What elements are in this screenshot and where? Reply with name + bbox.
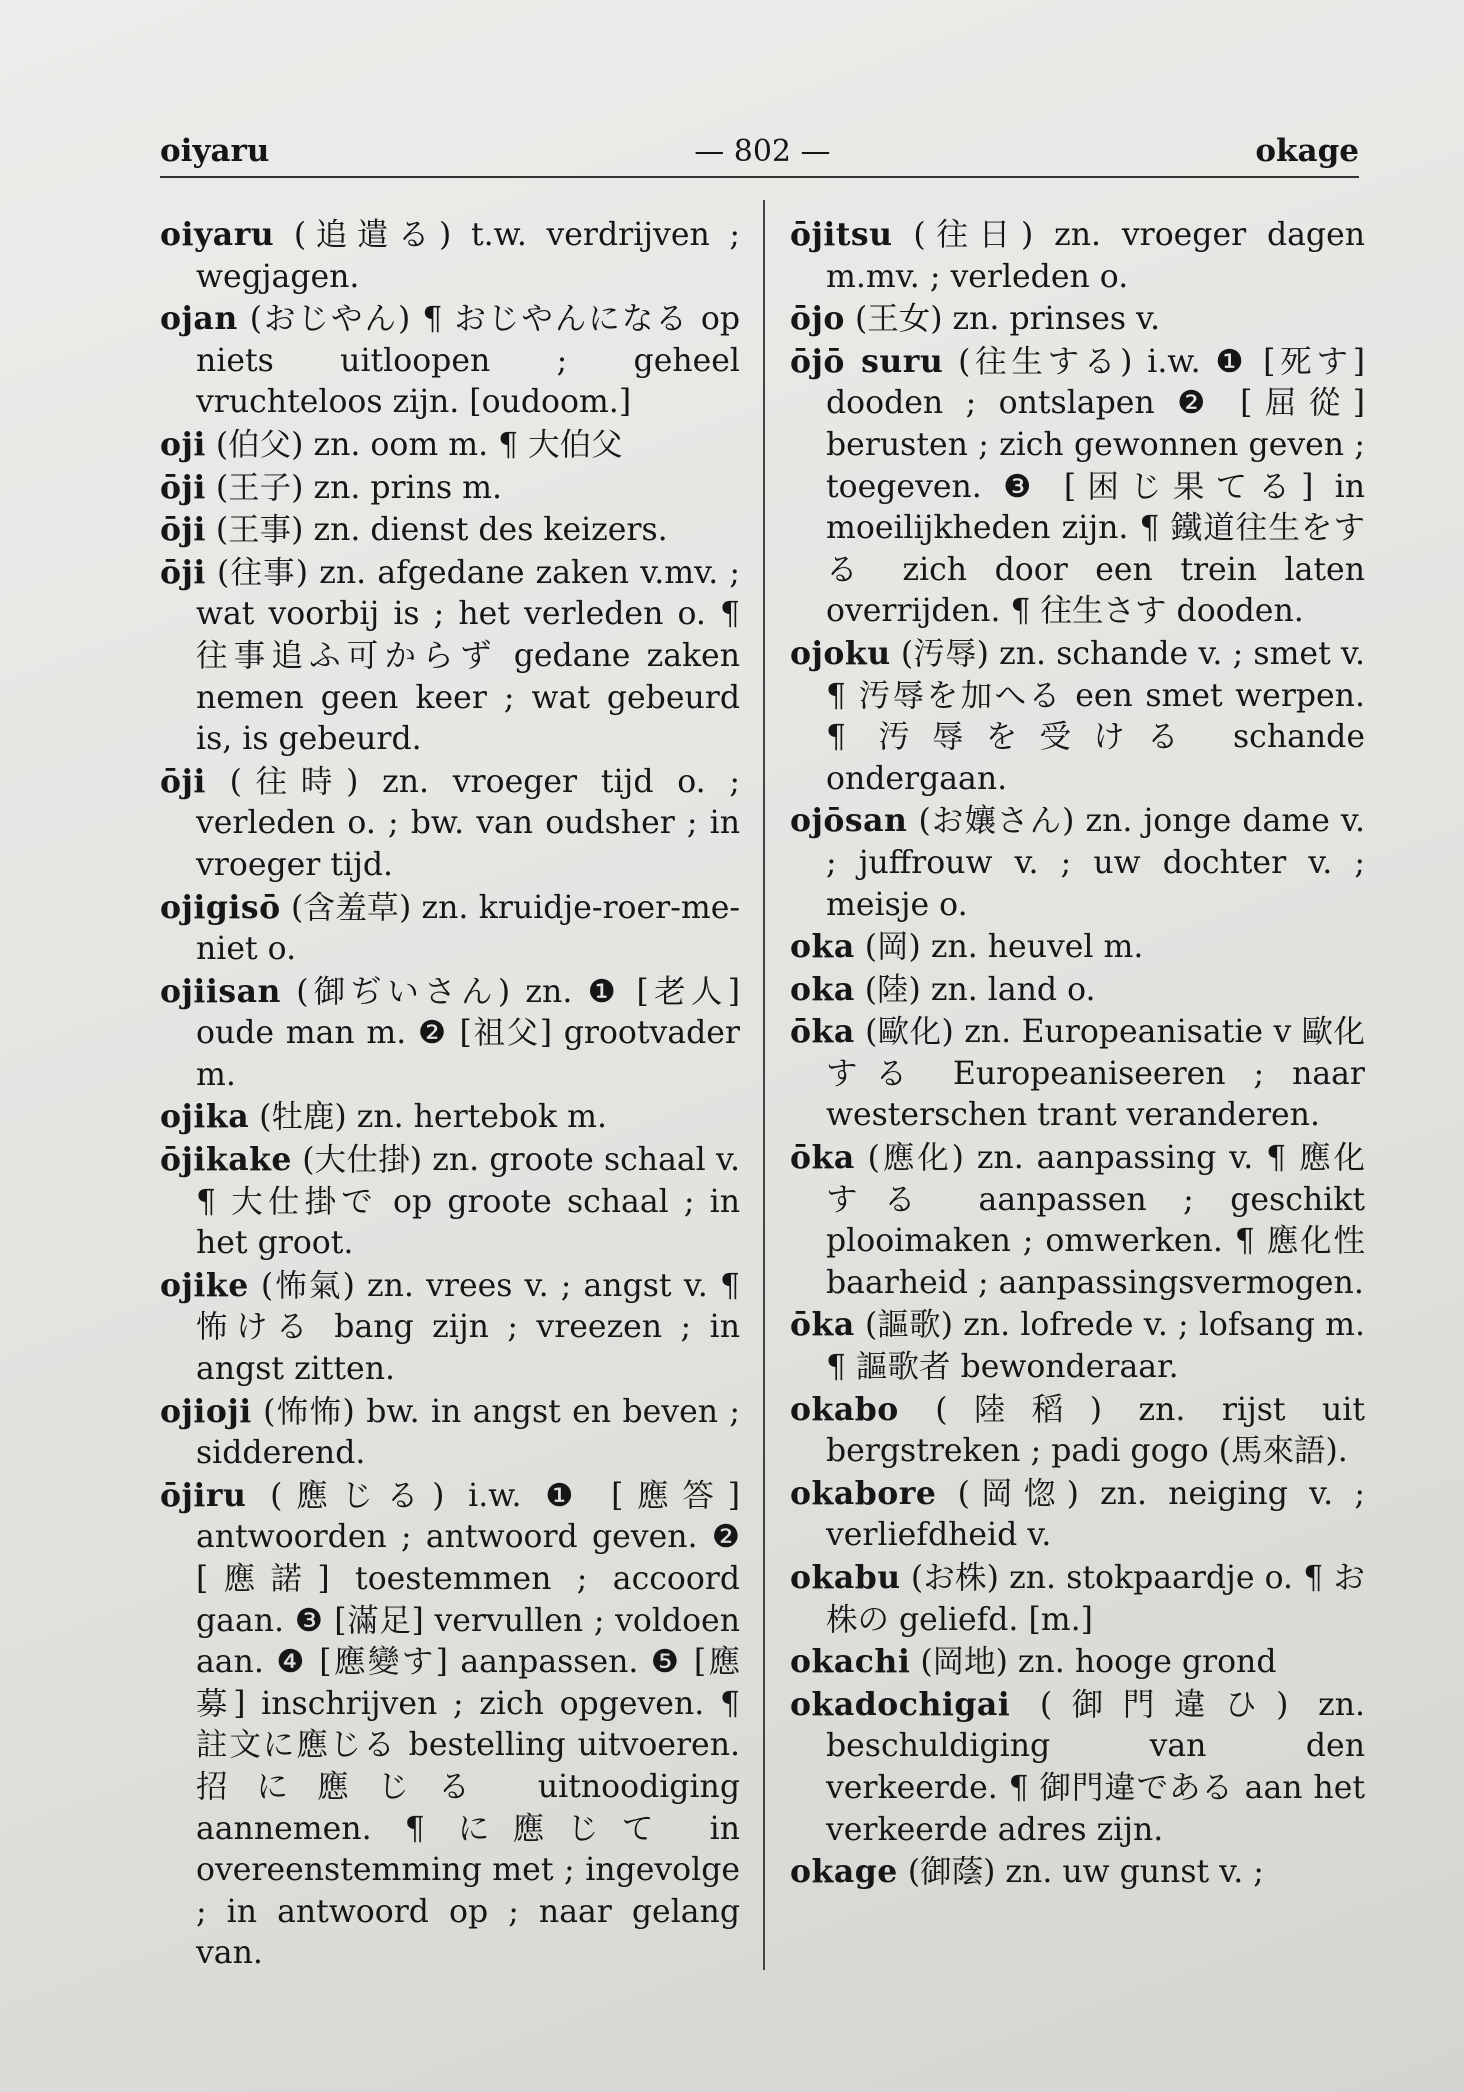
entry-definition: (王事) zn. dienst des keizers. bbox=[215, 512, 668, 549]
header-left-headword: oiyaru bbox=[160, 133, 270, 169]
entry-definition: (歐化) zn. Europeanisatie v 歐化する Europeaniseeren ; naar westerschen trant veranderen. bbox=[826, 1014, 1365, 1134]
entry-headword: oiyaru bbox=[160, 216, 275, 253]
entry-definition: (怖氣) zn. vrees v. ; angst v. ¶ 怖ける bang zijn ; vreezen ; in angst zitten. bbox=[196, 1267, 740, 1388]
dictionary-entry bbox=[160, 1139, 740, 1265]
entry-headword: okabore bbox=[790, 1474, 937, 1512]
entry-definition: (陸) zn. land o. bbox=[864, 971, 1096, 1008]
entry-definition: (陸稻) zn. rijst uit bergstreken ; padi gogo (馬來語). bbox=[826, 1391, 1365, 1470]
entry-headword: okachi bbox=[790, 1643, 911, 1681]
entry-definition: (お孃さん) zn. jonge dame v. ; juffrouw v. ; uw dochter v. ; meisje o. bbox=[826, 803, 1365, 923]
entry-headword: okabo bbox=[790, 1390, 899, 1428]
dictionary-entry bbox=[160, 1475, 740, 1975]
entry-headword: ōji bbox=[160, 553, 206, 591]
dictionary-entry bbox=[160, 467, 740, 510]
entry-definition: (岡惚) zn. neiging v. ; verliefdheid v. bbox=[826, 1475, 1366, 1554]
dictionary-entry bbox=[160, 1096, 740, 1139]
dictionary-entry bbox=[160, 509, 740, 552]
entry-definition: (往日) zn. vroeger dagen m.mv. ; verleden o. bbox=[826, 217, 1366, 295]
dictionary-entry bbox=[160, 1391, 740, 1475]
entry-headword: ōjo bbox=[790, 300, 845, 338]
dictionary-entry bbox=[790, 1389, 1365, 1473]
dictionary-entry bbox=[790, 1304, 1365, 1388]
dictionary-entry bbox=[790, 1473, 1365, 1557]
header-right-headword: okage bbox=[1255, 133, 1359, 169]
entry-headword: oka bbox=[790, 970, 855, 1008]
entry-headword: ojan bbox=[160, 300, 238, 338]
entry-definition: (伯父) zn. oom m. ¶ 大伯父 bbox=[215, 426, 623, 463]
dictionary-entry bbox=[790, 214, 1365, 298]
entry-definition: (往時) zn. vroeger tijd o. ; verleden o. ; bw. van oudsher ; in vroeger tijd. bbox=[196, 763, 740, 883]
entry-headword: okage bbox=[790, 1853, 898, 1891]
left-column bbox=[160, 214, 740, 1975]
entry-definition: (王子) zn. prins m. bbox=[215, 469, 503, 506]
entry-definition: (汚辱) zn. schande v. ; smet v. ¶ 汚辱を加へる een smet werpen. ¶ 汚辱を受ける schande ondergaan. bbox=[826, 635, 1365, 797]
entry-definition: (御門違ひ) zn. beschuldiging van den verkeerde. ¶ 御門違である aan het verkeerde adres zijn. bbox=[826, 1686, 1365, 1848]
right-column bbox=[790, 214, 1365, 1894]
dictionary-entry bbox=[160, 214, 740, 298]
entry-definition: (應化) zn. aanpassing v. ¶ 應化する aanpassen ; geschikt plooimaken ; omwerken. ¶ 應化性 baarheid ; aanpassingsvermogen. bbox=[826, 1140, 1365, 1301]
entry-definition: (往事) zn. afgedane zaken v.mv. ; wat voorbij is ; het verleden o. ¶ 往事追ふ可からず gedane zaken nemen geen keer ; wat gebeurd is, is gebeurd. bbox=[196, 554, 740, 758]
entry-headword: ōji bbox=[160, 762, 206, 800]
entry-headword: oji bbox=[160, 425, 206, 463]
entry-headword: ōji bbox=[160, 511, 206, 549]
entry-definition: (怖怖) bw. in angst en beven ; sidderend. bbox=[196, 1393, 740, 1472]
column-divider bbox=[763, 200, 765, 1970]
dictionary-entry bbox=[790, 633, 1365, 800]
dictionary-entry bbox=[160, 971, 740, 1097]
entry-headword: ojiisan bbox=[160, 972, 281, 1010]
entry-headword: ōjiru bbox=[160, 1476, 247, 1514]
entry-headword: okabu bbox=[790, 1559, 901, 1596]
entry-headword: ōjikake bbox=[160, 1141, 292, 1179]
dictionary-entry bbox=[160, 298, 740, 424]
entry-headword: ojōsan bbox=[790, 802, 908, 840]
entry-definition: (含羞草) zn. kruidje-roer-me-niet o. bbox=[196, 889, 741, 968]
dictionary-entry bbox=[160, 887, 740, 971]
dictionary-entry bbox=[790, 1011, 1365, 1137]
entry-headword: ōjō suru bbox=[790, 342, 944, 380]
entry-definition: (岡地) zn. hooge grond bbox=[920, 1644, 1277, 1681]
dictionary-entry bbox=[790, 800, 1365, 926]
entry-definition: (應じる) i.w. ❶ [應答] antwoorden ; antwoord geven. ❷ [應諾] toestemmen ; accoord gaan. ❸ [滿足] vervullen ; voldoen aan. ❹ [應變す] aanpassen. ❺ [應募] inschrijven ; zich opgeven. ¶ 註文に應じる bestelling uitvoeren. 招に應じる uitnoodiging aannemen. ¶ に應じて in overeenstemming met ; ingevolge ; in antwoord op ; naar gelang van. bbox=[196, 1477, 740, 1972]
entry-headword: ōjitsu bbox=[790, 216, 893, 253]
entry-definition: (追遣る) t.w. verdrijven ; wegjagen. bbox=[196, 217, 740, 295]
dictionary-entry bbox=[160, 761, 740, 887]
dictionary-entry bbox=[790, 1137, 1365, 1304]
entry-definition: (王女) zn. prinses v. bbox=[854, 301, 1161, 338]
entry-definition: (お株) zn. stokpaardje o. ¶ お株の geliefd. [m.] bbox=[826, 1560, 1365, 1638]
entry-definition: (牡鹿) zn. hertebok m. bbox=[259, 1099, 608, 1136]
entry-headword: ōka bbox=[790, 1013, 855, 1051]
dictionary-entry bbox=[160, 552, 740, 761]
entry-headword: ojioji bbox=[160, 1392, 252, 1430]
dictionary-entry bbox=[790, 1684, 1365, 1851]
page-number: — 802 — bbox=[694, 133, 831, 169]
entry-headword: ōji bbox=[160, 468, 206, 506]
entry-definition: (謳歌) zn. lofrede v. ; lofsang m. ¶ 謳歌者 bewonderaar. bbox=[826, 1307, 1366, 1386]
entry-definition: (御蔭) zn. uw gunst v. ; bbox=[907, 1854, 1264, 1891]
entry-definition: (御ぢいさん) zn. ❶ [老人] oude man m. ❷ [祖父] grootvader m. bbox=[196, 973, 740, 1093]
dictionary-entry bbox=[790, 341, 1365, 633]
entry-definition: (おじやん) ¶ おじやんになる op niets uitloopen ; geheel vruchteloos zijn. [oudoom.] bbox=[196, 301, 740, 421]
dictionary-entry bbox=[790, 1851, 1365, 1894]
entry-headword: ojoku bbox=[790, 634, 891, 672]
dictionary-entry bbox=[790, 969, 1365, 1012]
entry-definition: (岡) zn. heuvel m. bbox=[864, 929, 1144, 966]
entry-headword: oka bbox=[790, 928, 855, 966]
dictionary-entry bbox=[160, 424, 740, 467]
dictionary-entry bbox=[790, 1557, 1365, 1641]
entry-definition: (大仕掛) zn. groote schaal v. ¶ 大仕掛で op groote schaal ; in het groot. bbox=[196, 1142, 741, 1262]
entry-headword: okadochigai bbox=[790, 1685, 1011, 1723]
dictionary-entry bbox=[160, 1265, 740, 1391]
entry-headword: ōka bbox=[790, 1139, 855, 1177]
entry-headword: ōka bbox=[790, 1306, 855, 1344]
entry-definition: (往生する) i.w. ❶ [死す] dooden ; ontslapen ❷ [屈從] berusten ; zich gewonnen geven ; toegeven. ❸ [困じ果てる] in moeilijkheden zijn. ¶ 鐵道往生をする zich door een trein laten overrijden. ¶ 往生さす dooden. bbox=[826, 343, 1366, 630]
running-head bbox=[160, 126, 1359, 178]
entry-headword: ojika bbox=[160, 1098, 250, 1136]
entry-headword: ojike bbox=[160, 1266, 249, 1304]
dictionary-entry bbox=[790, 298, 1365, 341]
entry-headword: ojigisō bbox=[160, 888, 281, 926]
dictionary-entry bbox=[790, 926, 1365, 969]
dictionary-entry bbox=[790, 1641, 1365, 1684]
